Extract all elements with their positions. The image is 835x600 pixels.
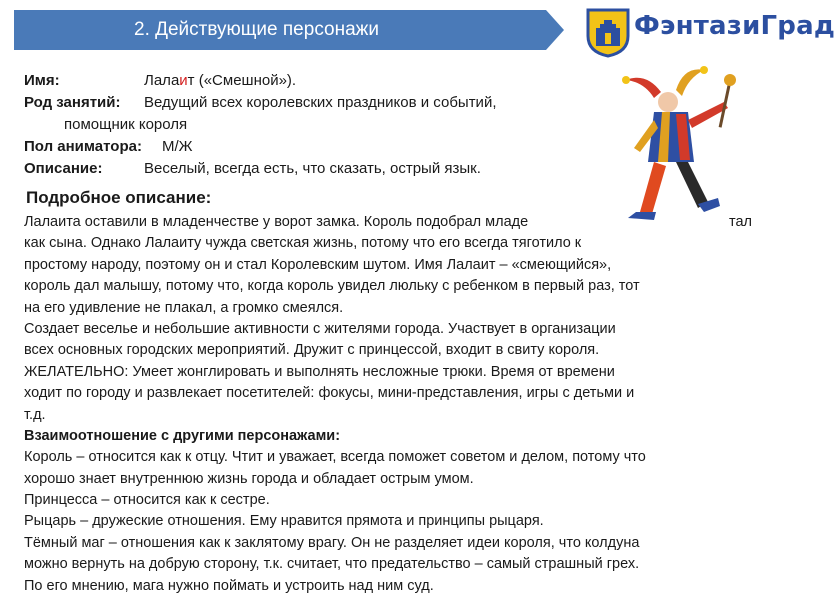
- body-line: простому народу, поэтому он и стал Королевским шутом. Имя Лалаит – «смеющийся»,: [24, 256, 612, 273]
- body-line: ходит по городу и развлекает посетителей: фокусы, мини-представления, игры с детьми и: [24, 385, 635, 402]
- relations-line: хорошо знает внутреннюю жизнь города и обладает острым умом.: [24, 470, 474, 487]
- logo-text: ФэнтазиГрад: [634, 11, 835, 41]
- slide-title: 2. Действующие персонажи: [134, 19, 379, 40]
- body-line: на его удивление не плакал, а громко смеялся.: [24, 299, 344, 316]
- body-line: ЖЕЛАТЕЛЬНО: Умеет жонглировать и выполнять несложные трюки. Время от времени: [24, 363, 615, 380]
- field-label: Род занятий:: [24, 94, 121, 111]
- relations-line: По его мнению, мага нужно поймать и устроить над ним суд.: [24, 577, 434, 594]
- body-line: как сына. Однако Лалаиту чужда светская жизнь, потому что его всегда тяготило к: [24, 235, 582, 252]
- relations-line: Рыцарь – дружеские отношения. Ему нравится прямота и принципы рыцаря.: [24, 513, 544, 530]
- field-value: Веселый, всегда есть, что сказать, острый язык.: [144, 160, 481, 177]
- relations-line: Король – относится как к отцу. Чтит и уважает, всегда поможет советом и делом, потому что: [24, 449, 646, 466]
- body-line: всех основных городских мероприятий. Дружит с принцессой, входит в свиту короля.: [24, 342, 600, 359]
- body-line: т.д.: [24, 406, 46, 423]
- field-value: Лалаит («Смешной»).: [144, 72, 297, 89]
- body-line: Создает веселье и небольшие активности с жителями города. Участвует в организации: [24, 320, 616, 337]
- relations-title: Взаимоотношение с другими персонажами:: [24, 427, 341, 444]
- description-body: [24, 212, 784, 597]
- field-label: Пол аниматора:: [24, 138, 142, 155]
- field-label: Описание:: [24, 160, 103, 177]
- field-value: Ведущий всех королевских праздников и событий,: [144, 94, 497, 111]
- section-title: Подробное описание:: [26, 188, 212, 207]
- body-line: король дал малышу, потому что, когда король увидел люльку с ребенком в первый раз, тот: [24, 278, 640, 295]
- field-value: М/Ж: [162, 138, 193, 155]
- field-label: Имя:: [24, 72, 60, 89]
- jester-illustration: [606, 62, 756, 232]
- field-value: помощник короля: [64, 116, 188, 133]
- relations-line: можно вернуть на добрую сторону, т.к. считает, что предательство – самый страшный грех.: [24, 556, 640, 573]
- relations-line: Тёмный маг – отношения как к заклятому врагу. Он не разделяет идеи короля, что колдуна: [24, 534, 640, 551]
- relations-line: Принцесса – относится как к сестре.: [24, 492, 270, 509]
- body-line: Лалаита оставили в младенчестве у ворот замка. Король подобрал младе тал: [24, 214, 753, 230]
